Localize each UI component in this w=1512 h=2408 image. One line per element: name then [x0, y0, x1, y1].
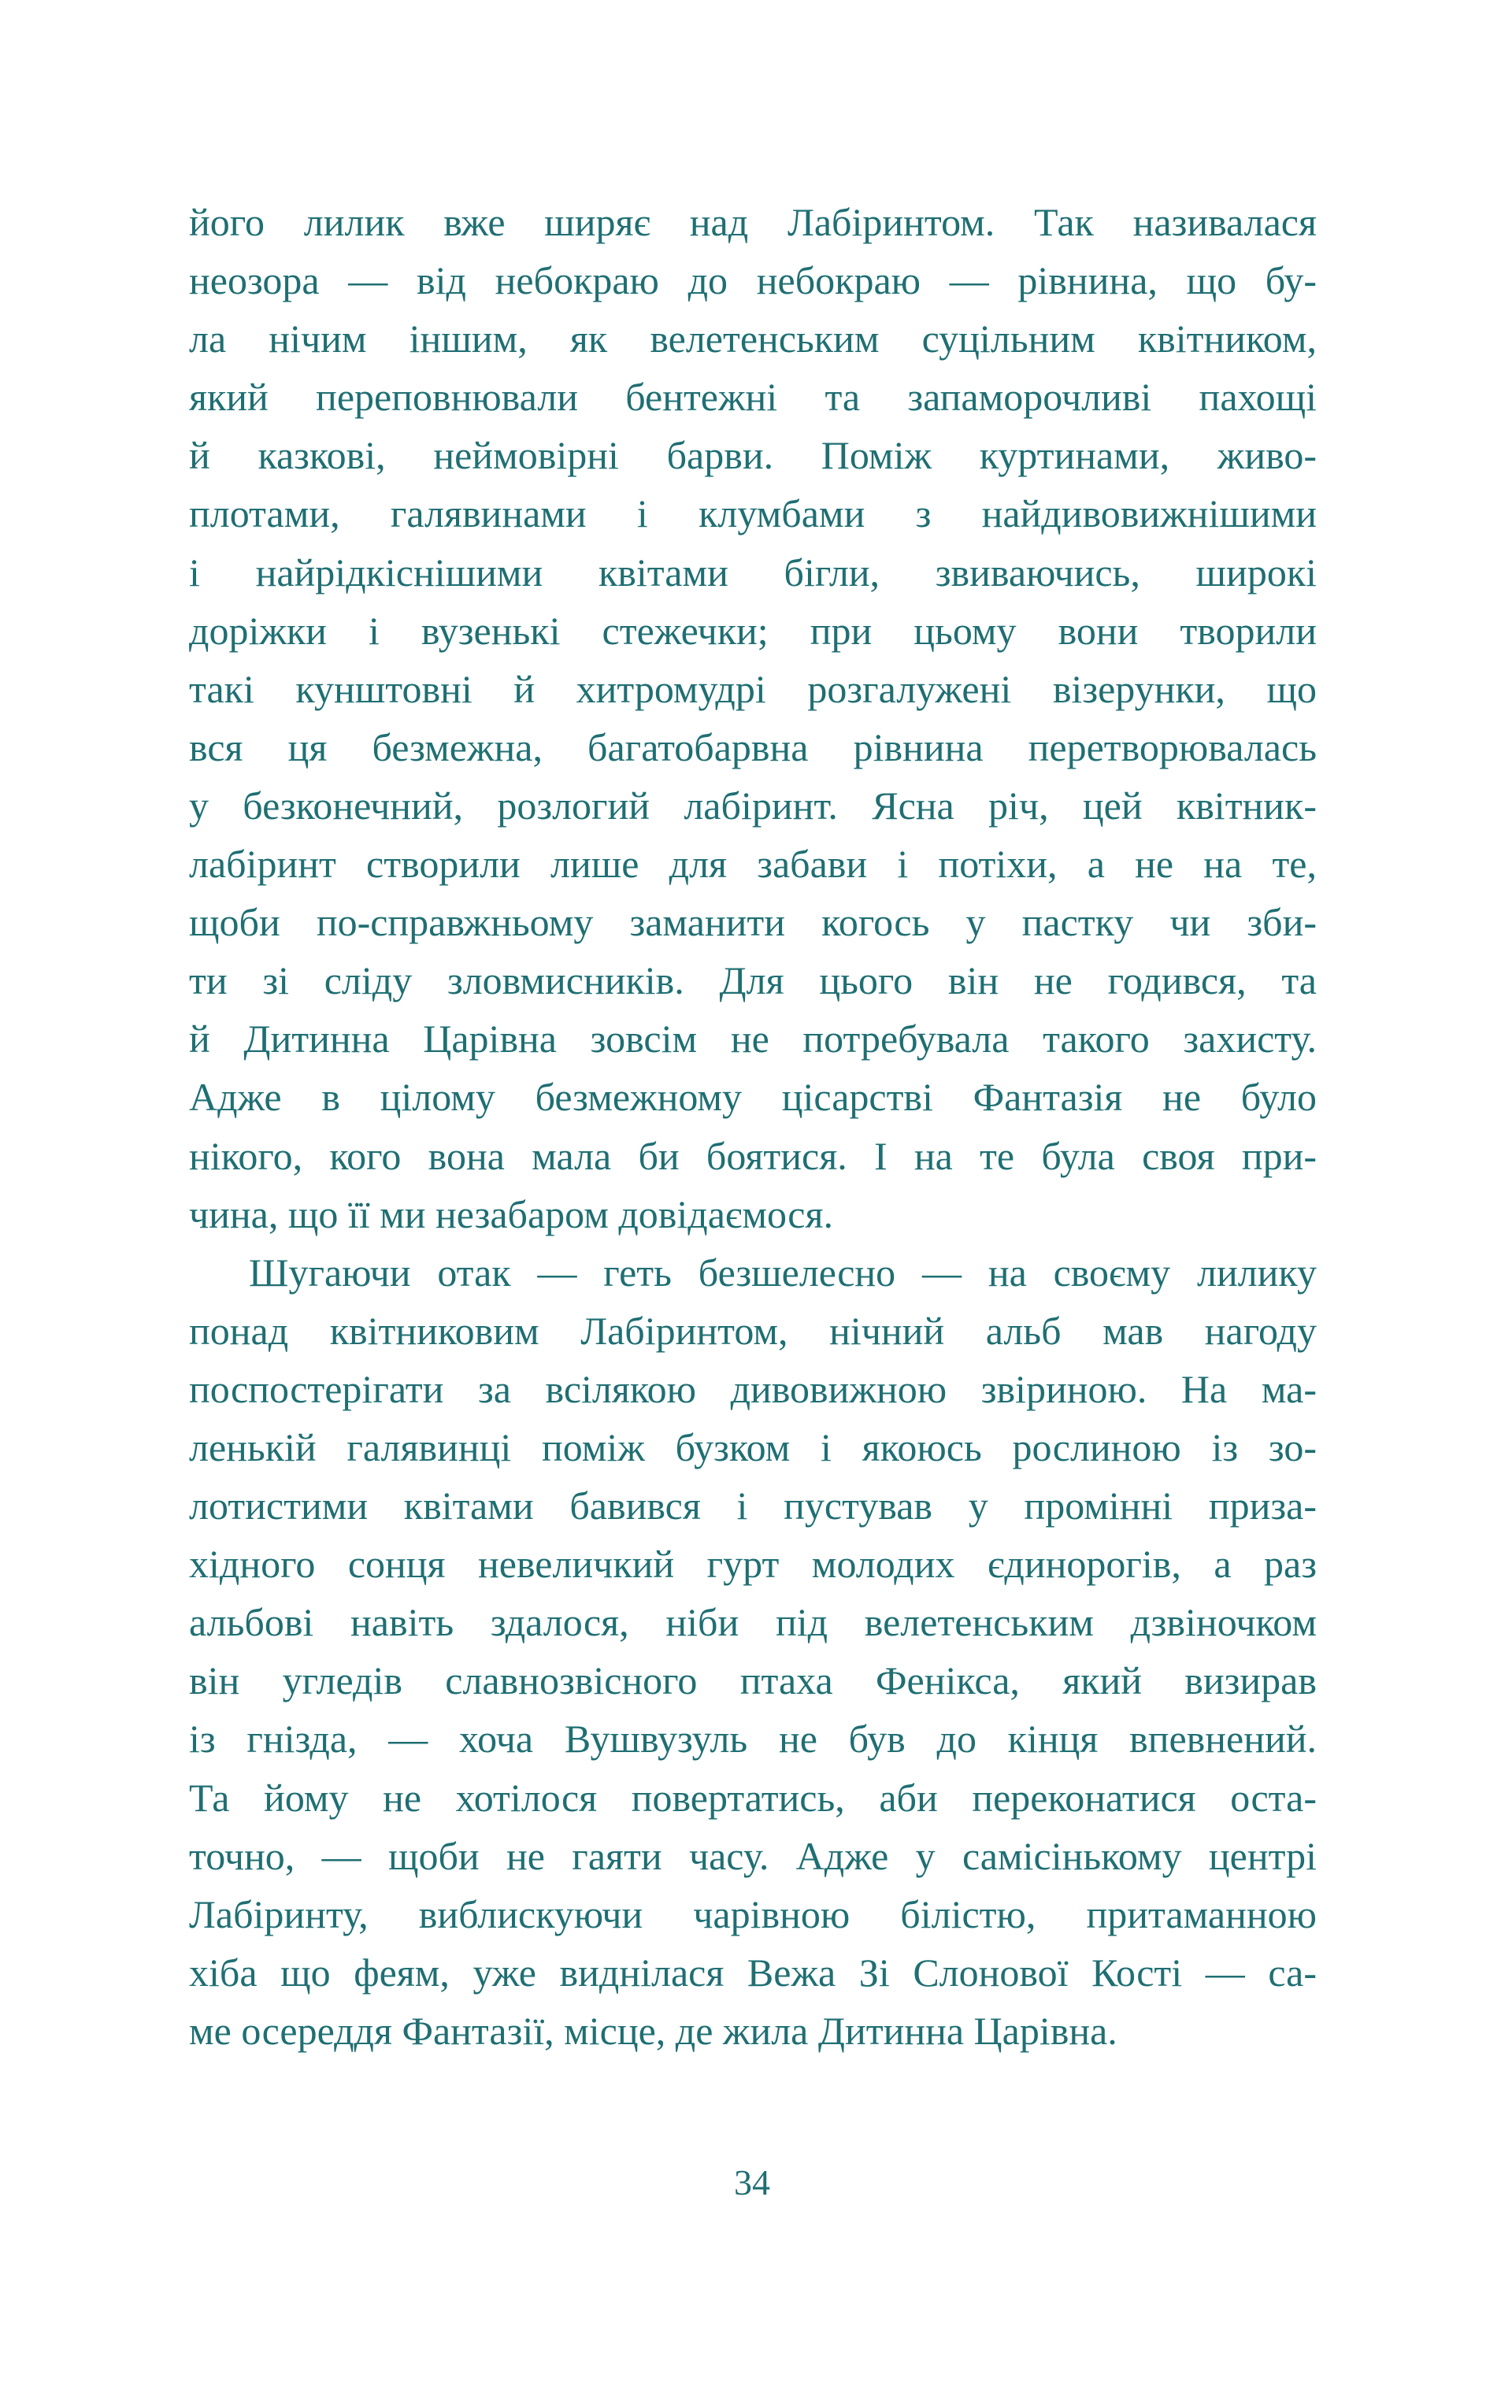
text-line: поспостерігати за всілякою дивовижною звіриною. На ма-	[189, 1366, 1317, 1411]
text-line: його лилик вже ширяє над Лабіринтом. Так називалася	[189, 200, 1317, 244]
text-line: і найрідкіснішими квітами бігли, звиваючись, широкі	[189, 550, 1317, 595]
text-line: й Дитинна Царівна зовсім не потребувала такого захисту.	[189, 1017, 1317, 1061]
text-line: точно, — щоби не гаяти часу. Адже у самісінькому центрі	[189, 1833, 1317, 1878]
text-line: такі кунштовні й хитромудрі розгалужені візерунки, що	[189, 666, 1317, 711]
text-line: лотистими квітами бавився і пустував у промінні приза-	[189, 1484, 1317, 1528]
text-line: ме осереддя Фантазії, місце, де жила Дитинна Царівна.	[189, 2008, 1117, 2053]
text-line: чина, що її ми незабаром довідаємося.	[189, 1191, 833, 1236]
text-line: плотами, галявинами і клумбами з найдивовижнішими	[189, 491, 1317, 536]
paragraph	[189, 193, 1317, 1243]
text-line: Та йому не хотілося повертатись, аби переконатися оста-	[189, 1775, 1317, 1820]
text-line: Шугаючи отак — геть безшелесно — на своєму лилику	[249, 1250, 1317, 1295]
text-line: неозора — від небокраю до небокраю — рівнина, що бу-	[189, 258, 1317, 303]
text-line: альбові навіть здалося, ніби під велетенським дзвіночком	[189, 1600, 1317, 1645]
text-line: хіба що феям, уже виднілася Вежа Зі Слонової Кості — са-	[189, 1950, 1317, 1995]
paragraph	[189, 1243, 1317, 2060]
text-line: щоби по-справжньому заманити когось у пастку чи зби-	[189, 900, 1317, 945]
text-line: у безконечний, розлогий лабіринт. Ясна річ, цей квітник-	[189, 783, 1317, 828]
text-line: із гнізда, — хоча Вушвузуль не був до кінця впевнений.	[189, 1717, 1317, 1762]
text-line: понад квітниковим Лабіринтом, нічний альб мав нагоду	[189, 1308, 1317, 1353]
text-line: ти зі сліду зловмисників. Для цього він не годився, та	[189, 958, 1317, 1003]
text-line: Лабіринту, виблискуючи чарівною білістю, притаманною	[189, 1891, 1317, 1936]
text-line: Адже в цілому безмежному цісарстві Фантазія не було	[189, 1075, 1317, 1120]
text-line: нікого, кого вона мала би боятися. І на те була своя при-	[189, 1133, 1317, 1178]
text-line: який переповнювали бентежні та запаморочливі пахощі	[189, 375, 1317, 420]
text-line: доріжки і вузенькі стежечки; при цьому вони творили	[189, 608, 1317, 653]
text-line: ленькій галявинці поміж бузком і якоюсь рослиною із зо-	[189, 1424, 1317, 1469]
text-line: ла нічим іншим, як велетенським суцільним квітником,	[189, 317, 1317, 361]
text-line: й казкові, неймовірні барви. Поміж куртинами, живо-	[189, 433, 1317, 478]
page-number: 34	[734, 2162, 770, 2202]
text-line: вся ця безмежна, багатобарвна рівнина перетворювалась	[189, 724, 1317, 769]
page-body-text	[189, 193, 1317, 2060]
text-line: лабіринт створили лише для забави і потіхи, а не на те,	[189, 842, 1317, 887]
text-line: він угледів славнозвісного птаха Фенікса, який визирав	[189, 1658, 1317, 1703]
text-line: хідного сонця невеличкий гурт молодих єдинорогів, а раз	[189, 1542, 1317, 1587]
